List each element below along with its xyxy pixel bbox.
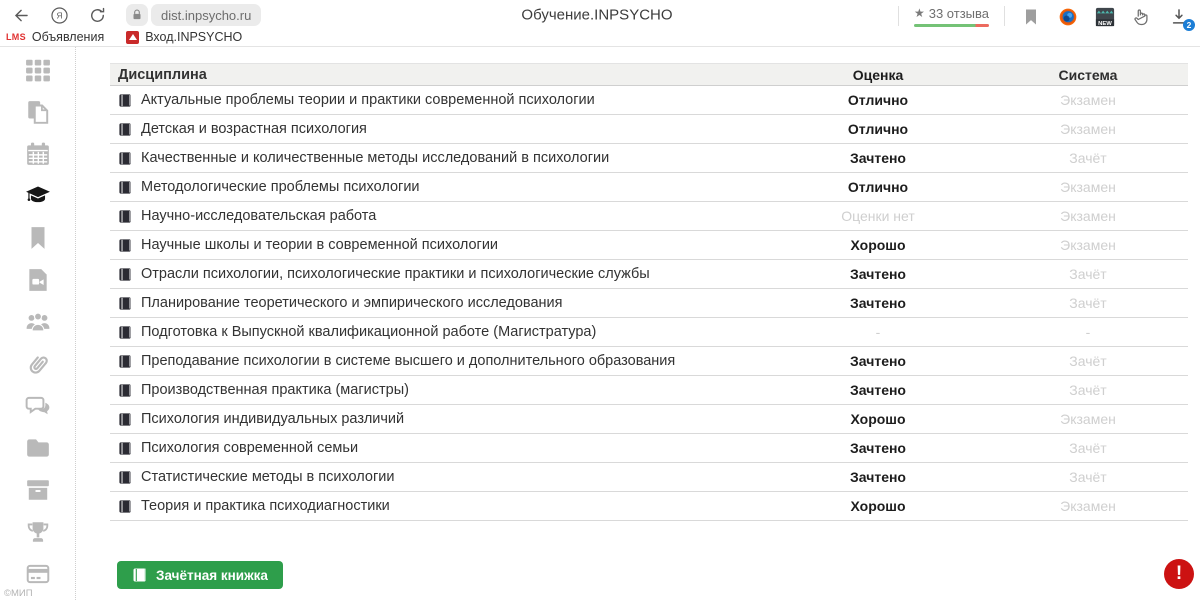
system-value: Зачёт — [1069, 440, 1107, 456]
table-row[interactable] — [110, 86, 1188, 115]
bookmark-flag-icon — [1021, 7, 1041, 27]
discipline-name: Научные школы и теории в современной психологии — [141, 237, 499, 253]
copyright-label: ©МИП — [4, 588, 33, 599]
system-value: Экзамен — [1060, 237, 1116, 253]
lock-icon — [130, 8, 144, 22]
grade-value: Зачтено — [850, 469, 906, 485]
book-icon — [118, 354, 133, 369]
users-icon — [25, 309, 51, 335]
system-value: Экзамен — [1060, 121, 1116, 137]
sidebar-item-documents[interactable] — [25, 99, 51, 125]
discipline-name: Психология индивидуальных различий — [141, 411, 405, 427]
discipline-name: Актуальные проблемы теории и практики современной психологии — [141, 92, 595, 108]
grades-table-body — [110, 86, 1188, 521]
book-icon — [118, 180, 133, 195]
table-row[interactable] — [110, 376, 1188, 405]
rating-bar — [914, 24, 989, 27]
sidebar-item-messages[interactable] — [25, 393, 51, 419]
system-value: Экзамен — [1060, 411, 1116, 427]
back-button[interactable] — [10, 4, 32, 26]
system-value: Зачёт — [1069, 353, 1107, 369]
table-row[interactable] — [110, 492, 1188, 521]
discipline-name: Теория и практика психодиагностики — [141, 498, 390, 514]
grade-value: Отлично — [847, 92, 909, 108]
downloads-badge: 2 — [1183, 19, 1195, 31]
system-value: Зачёт — [1069, 469, 1107, 485]
grade-value: Хорошо — [850, 411, 906, 427]
sidebar-item-video-lessons[interactable] — [25, 267, 51, 293]
system-value: Зачёт — [1069, 295, 1107, 311]
documents-icon — [25, 99, 51, 125]
book-icon — [118, 93, 133, 108]
exclamation-mark: ! — [1175, 563, 1183, 584]
bookmark-announcements[interactable] — [6, 30, 104, 44]
table-row[interactable] — [110, 289, 1188, 318]
yandex-icon — [50, 6, 69, 25]
grade-value: Зачтено — [850, 382, 906, 398]
discipline-name: Отрасли психологии, психологические практики и психологические службы — [141, 266, 650, 282]
reviews-count: 33 отзыва — [928, 5, 989, 21]
table-row[interactable] — [110, 173, 1188, 202]
pointer-hand-icon — [1132, 7, 1152, 27]
bookmark-page-button[interactable] — [1020, 6, 1042, 28]
system-value: Экзамен — [1060, 208, 1116, 224]
discipline-name: Планирование теоретического и эмпирического исследования — [141, 295, 563, 311]
grades-table — [110, 63, 1188, 521]
page-title: Обучение.INPSYCHO — [521, 6, 673, 24]
pointer-hand-button[interactable] — [1131, 6, 1153, 28]
system-value: Зачёт — [1069, 382, 1107, 398]
trophy-icon — [25, 519, 51, 545]
header-discipline: Дисциплина — [118, 66, 207, 83]
payment-card-icon — [25, 561, 51, 587]
sidebar-item-payments[interactable] — [25, 561, 51, 587]
system-value: Экзамен — [1060, 179, 1116, 195]
browser-toolbar — [0, 0, 1200, 30]
book-icon — [118, 267, 133, 282]
table-row[interactable] — [110, 231, 1188, 260]
grade-value: Зачтено — [850, 150, 906, 166]
sidebar-item-education[interactable] — [25, 183, 51, 209]
chat-bubbles-icon — [25, 393, 51, 419]
discipline-name: Производственная практика (магистры) — [141, 382, 409, 398]
refresh-button[interactable] — [86, 4, 108, 26]
book-icon — [118, 383, 133, 398]
grade-value: Зачтено — [850, 353, 906, 369]
discipline-name: Научно-исследовательская работа — [141, 208, 377, 224]
gradebook-button-label: Зачётная книжка — [156, 567, 268, 583]
sidebar-item-groups[interactable] — [25, 309, 51, 335]
back-arrow-icon — [12, 6, 31, 25]
sidebar-item-achievements[interactable] — [25, 519, 51, 545]
extension-new-button[interactable] — [1094, 6, 1116, 28]
lms-favicon: LMS — [6, 32, 26, 42]
sidebar-item-attachments[interactable] — [25, 351, 51, 377]
grade-value: Зачтено — [850, 295, 906, 311]
apps-grid-icon — [25, 57, 51, 83]
gradebook-button[interactable] — [117, 561, 283, 589]
discipline-name: Методологические проблемы психологии — [141, 179, 420, 195]
bookmark-login-inpsycho[interactable] — [126, 30, 242, 44]
sidebar-item-files[interactable] — [25, 435, 51, 461]
site-reviews[interactable] — [914, 6, 989, 27]
book-icon — [132, 567, 148, 583]
grade-value: Зачтено — [850, 440, 906, 456]
grade-value: Оценки нет — [841, 208, 915, 224]
discipline-name: Подготовка к Выпускной квалификационной работе (Магистратура) — [141, 324, 597, 340]
header-system: Система — [1058, 66, 1118, 83]
video-file-icon — [25, 267, 51, 293]
discipline-name: Качественные и количественные методы исследований в психологии — [141, 150, 610, 166]
archive-box-icon — [25, 477, 51, 503]
downloads-button[interactable] — [1168, 6, 1190, 28]
book-icon — [118, 325, 133, 340]
sidebar-item-archive[interactable] — [25, 477, 51, 503]
sidebar-item-calendar[interactable] — [25, 141, 51, 167]
system-value: Экзамен — [1060, 92, 1116, 108]
paperclip-icon — [25, 351, 51, 377]
table-row[interactable] — [110, 144, 1188, 173]
book-icon — [118, 238, 133, 253]
main-content — [76, 47, 1200, 600]
discipline-name: Статистические методы в психологии — [141, 469, 395, 485]
colorful-globe-icon — [1058, 7, 1078, 27]
address-bar[interactable] — [151, 4, 261, 26]
system-value: Экзамен — [1060, 498, 1116, 514]
grade-value: Отлично — [847, 179, 909, 195]
calendar-icon — [25, 141, 51, 167]
toolbar-right — [898, 3, 1190, 28]
header-grade: Оценка — [852, 66, 904, 83]
bookmark-label: Объявления — [31, 30, 105, 44]
book-icon — [118, 209, 133, 224]
notification-alert[interactable] — [1164, 559, 1194, 589]
bookmarks-bar — [0, 30, 1200, 47]
table-row[interactable] — [110, 347, 1188, 376]
grade-value: Зачтено — [850, 266, 906, 282]
url-text: dist.inpsycho.ru — [161, 7, 252, 23]
book-icon — [118, 296, 133, 311]
star-icon: ★ — [913, 6, 925, 20]
table-header-row — [110, 63, 1188, 86]
table-row[interactable] — [110, 115, 1188, 144]
app-sidebar — [0, 47, 76, 600]
sidebar-item-bookmark[interactable] — [25, 225, 51, 251]
system-value: Зачёт — [1069, 150, 1107, 166]
separator — [1004, 6, 1005, 26]
svg-text:NEW: NEW — [1098, 20, 1112, 27]
book-icon — [118, 122, 133, 137]
table-row[interactable] — [110, 405, 1188, 434]
system-value: Зачёт — [1069, 266, 1107, 282]
folder-icon — [25, 435, 51, 461]
book-icon — [118, 412, 133, 427]
system-value: - — [1085, 324, 1091, 340]
table-row[interactable] — [110, 260, 1188, 289]
table-row[interactable] — [110, 463, 1188, 492]
book-icon — [118, 151, 133, 166]
table-row[interactable] — [110, 434, 1188, 463]
yandex-button[interactable] — [48, 4, 70, 26]
book-icon — [118, 441, 133, 456]
table-row[interactable] — [110, 202, 1188, 231]
security-badge[interactable] — [126, 4, 148, 26]
mip-pyramid-favicon — [126, 31, 139, 44]
grade-value: - — [875, 324, 881, 340]
svg-text:Я: Я — [56, 10, 62, 21]
discipline-name: Преподавание психологии в системе высшего и дополнительного образования — [141, 353, 676, 369]
discipline-name: Детская и возрастная психология — [141, 121, 367, 137]
sidebar-item-apps-grid[interactable] — [25, 57, 51, 83]
grade-value: Отлично — [847, 121, 909, 137]
new-extension-icon — [1095, 7, 1115, 27]
bookmark-label: Вход.INPSYCHO — [145, 30, 243, 44]
grade-value: Хорошо — [850, 498, 906, 514]
bookmark-icon — [25, 225, 51, 251]
grade-value: Хорошо — [850, 237, 906, 253]
book-icon — [118, 499, 133, 514]
refresh-icon — [88, 6, 107, 25]
discipline-name: Психология современной семьи — [141, 440, 359, 456]
book-icon — [118, 470, 133, 485]
extension-color-button[interactable] — [1057, 6, 1079, 28]
separator — [898, 6, 899, 26]
graduation-cap-icon — [25, 183, 51, 209]
table-row[interactable] — [110, 318, 1188, 347]
